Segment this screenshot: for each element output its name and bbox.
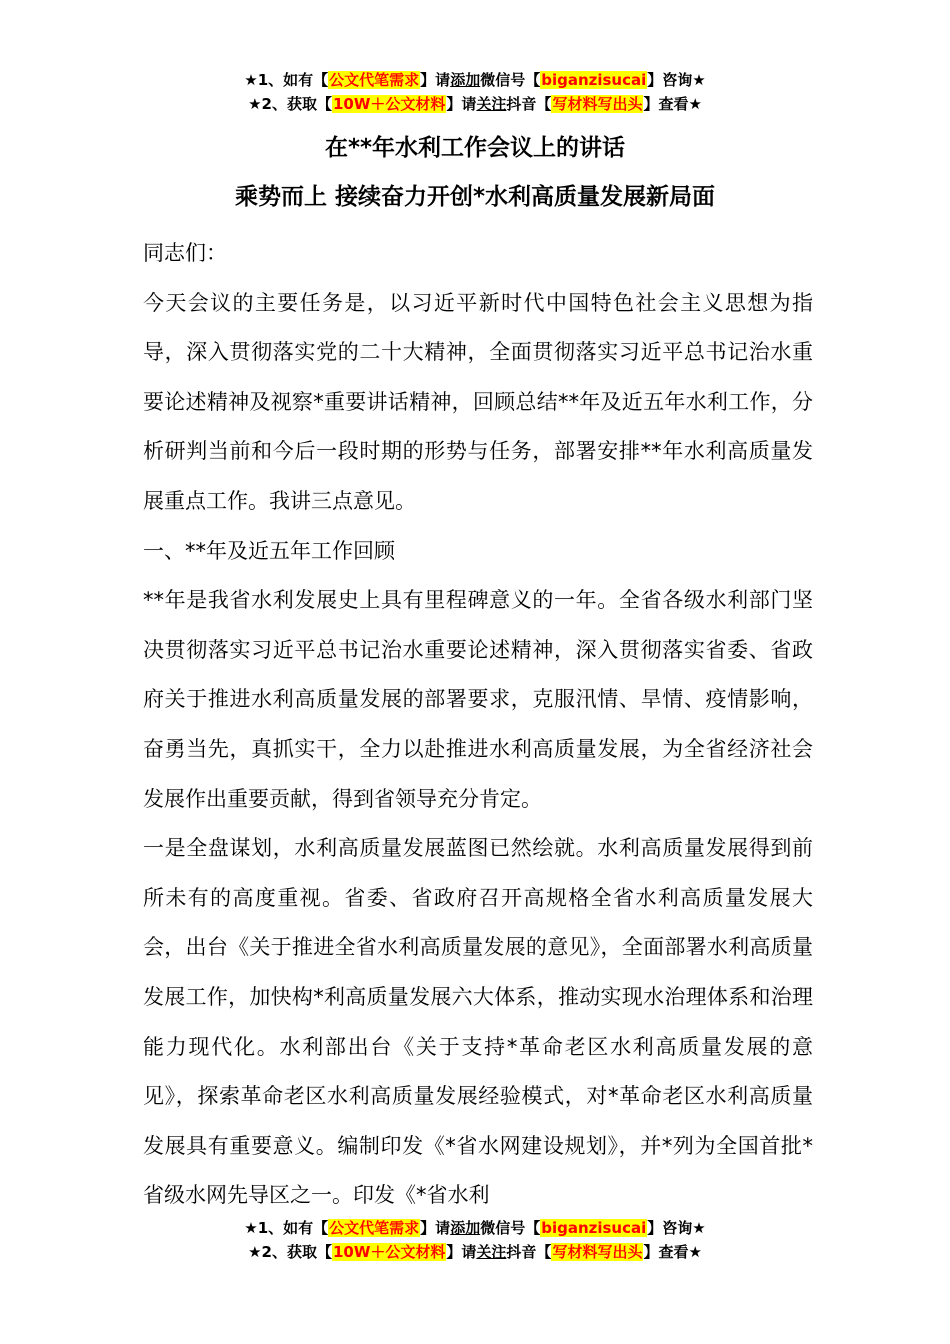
highlight-materials: 10W＋公文材料 [332, 1243, 446, 1261]
document-subtitle: 乘势而上 接续奋力开创*水利高质量发展新局面 [234, 184, 716, 210]
highlight-douyin-id: 写材料写出头 [552, 95, 643, 113]
paragraph-point-one: 一是全盘谋划，水利高质量发展蓝图已然绘就。水利高质量发展得到前所未有的高度重视。省委、省政府召开高规格全省水利高质量发展大会，出台《关于推进全省水利高质量发展的意见》，全面部署水利高质量发展工作，加快构*利高质量发展六大体系，推动实现水治理体系和治理能力现代化。水利部出台《关于支持*革命老区水利高质量发展的意见》，探索革命老区水利高质量发展经验模式，对*革命老区水利高质量发展具有重要意义。编制印发《*省水网建设规划》，并*列为全国首批*省级水网先导区之一。印发《*省水利 [143, 836, 813, 1208]
highlight-service: 公文代笔需求 [329, 1219, 420, 1237]
section-heading: 一、**年及近五年工作回顾 [143, 538, 395, 563]
paragraph-review: **年是我省水利发展史上具有里程碑意义的一年。全省各级水利部门坚决贯彻落实习近平总书记治水重要论述精神，深入贯彻落实省委、省政府关于推进水利高质量发展的部署要求，克服汛情、旱情、疫情影响，奋勇当先，真抓实干，全力以赴推进水利高质量发展，为全省经济社会发展作出重要贡献，得到省领导充分肯定。 [143, 588, 813, 811]
promo-line-2: ★2、获取【10W＋公文材料】请关注抖音【写材料写出头】查看★ [248, 1243, 702, 1261]
promo-banner-top [0, 68, 950, 116]
promo-line-1: ★1、如有【公文代笔需求】请添加微信号【biganzisucai】咨询★ [244, 71, 706, 89]
highlight-wechat-id: biganzisucai [541, 1219, 647, 1237]
highlight-service: 公文代笔需求 [329, 71, 420, 89]
promo-line-1: ★1、如有【公文代笔需求】请添加微信号【biganzisucai】咨询★ [244, 1219, 706, 1237]
document-title: 在**年水利工作会议上的讲话 [324, 135, 626, 161]
promo-banner-bottom [0, 1216, 950, 1264]
paragraph-intro: 今天会议的主要任务是，以习近平新时代中国特色社会主义思想为指导，深入贯彻落实党的二十大精神，全面贯彻落实习近平总书记治水重要论述精神及视察*重要讲话精神，回顾总结**年及近五年水利工作，分析研判当前和今后一段时期的形势与任务，部署安排**年水利高质量发展重点工作。我讲三点意见。 [143, 290, 813, 513]
highlight-materials: 10W＋公文材料 [332, 95, 446, 113]
document-body [143, 229, 813, 1221]
promo-line-2: ★2、获取【10W＋公文材料】请关注抖音【写材料写出头】查看★ [248, 95, 702, 113]
highlight-douyin-id: 写材料写出头 [552, 1243, 643, 1261]
highlight-wechat-id: biganzisucai [541, 71, 647, 89]
salutation: 同志们： [143, 241, 227, 265]
